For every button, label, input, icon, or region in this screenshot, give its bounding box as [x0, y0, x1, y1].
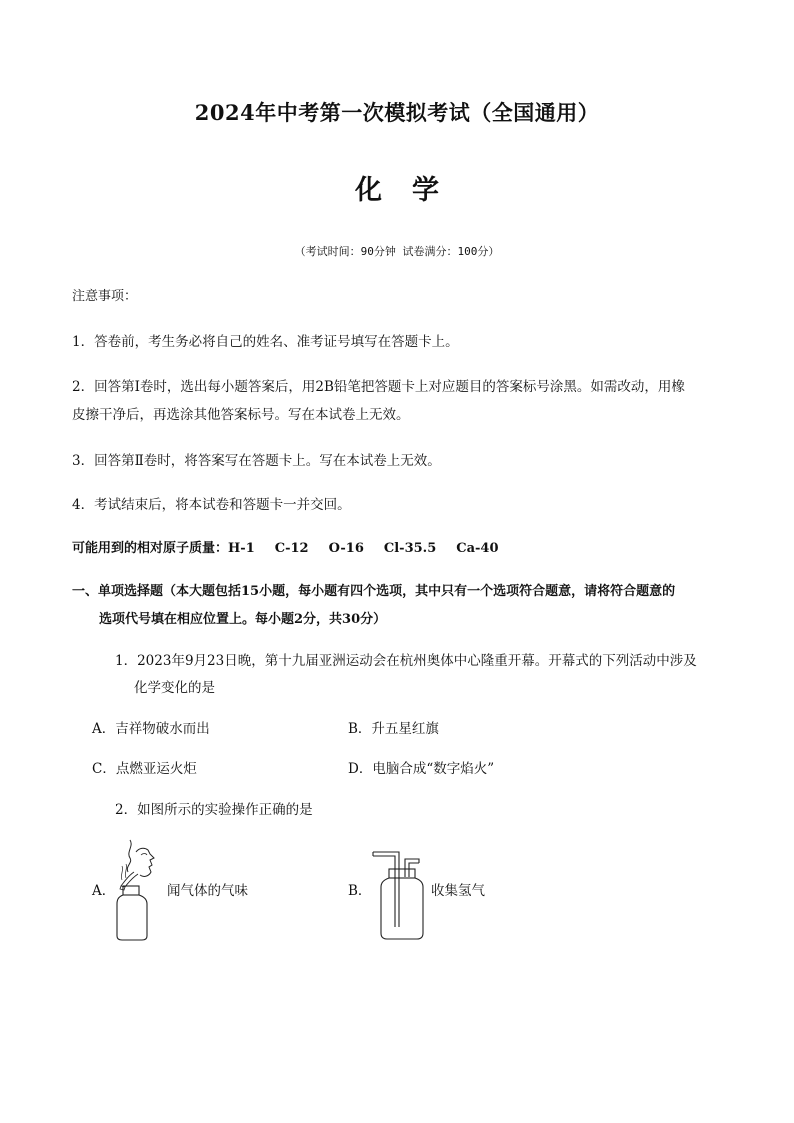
atomic-mass-c: C-12	[274, 541, 309, 556]
atomic-mass-ca: Ca-40	[456, 541, 499, 556]
notice-item-4: 4．考试结束后，将本试卷和答题卡一并交回。	[72, 497, 351, 513]
smell-gas-bottle-icon	[112, 838, 164, 942]
question-1-option-a[interactable]: A．吉祥物破水而出	[92, 721, 210, 737]
notice-item-1: 1．答卷前，考生务必将自己的姓名、准考证号填写在答题卡上。	[72, 334, 459, 350]
question-2-stem: 2．如图所示的实验操作正确的是	[115, 802, 313, 818]
atomic-mass-cl: Cl-35.5	[383, 541, 437, 556]
question-2-option-a-text: 闻气体的气味	[167, 883, 248, 899]
question-1-option-c[interactable]: C．点燃亚运火炬	[92, 761, 197, 777]
question-2-option-b-text: 收集氢气	[431, 883, 485, 899]
atomic-mass-h: H-1	[228, 541, 255, 556]
question-1-stem-line-1: 1．2023年9月23日晚，第十九届亚洲运动会在杭州奥体中心隆重开幕。开幕式的下列活动中涉及	[115, 653, 697, 669]
question-1-option-b[interactable]: B．升五星红旗	[348, 721, 439, 737]
notice-item-2-line-2: 皮擦干净后，再选涂其他答案标号。写在本试卷上无效。	[72, 407, 410, 423]
exam-info: （考试时间：90分钟 试卷满分：100分）	[294, 245, 500, 258]
question-2-option-b-label[interactable]: B．	[348, 883, 372, 899]
notice-item-2-line-1: 2．回答第Ⅰ卷时，选出每小题答案后，用2B铅笔把答题卡上对应题目的答案标号涂黑。如需改动，用橡	[72, 379, 685, 395]
subject-title: 化学	[355, 175, 469, 206]
atomic-masses-label: 可能用到的相对原子质量：	[72, 541, 229, 556]
exam-title: 2024年中考第一次模拟考试（全国通用）	[194, 100, 600, 125]
question-1-option-d[interactable]: D．电脑合成“数字焰火”	[348, 761, 495, 777]
section-1-heading-line-2: 选项代号填在相应位置上。每小题2分，共30分）	[99, 612, 387, 627]
section-1-heading-line-1: 一、单项选择题（本大题包括15小题，每小题有四个选项，其中只有一个选项符合题意，请将符合题意的	[72, 584, 676, 599]
question-2-option-a-label[interactable]: A．	[92, 883, 116, 899]
gas-collection-bottle-icon	[371, 847, 429, 943]
atomic-mass-o: O-16	[328, 541, 364, 556]
question-1-stem-line-2: 化学变化的是	[134, 680, 215, 696]
notice-title: 注意事项：	[72, 289, 138, 304]
atomic-masses	[72, 538, 519, 560]
notice-item-3: 3．回答第Ⅱ卷时，将答案写在答题卡上。写在本试卷上无效。	[72, 453, 441, 469]
